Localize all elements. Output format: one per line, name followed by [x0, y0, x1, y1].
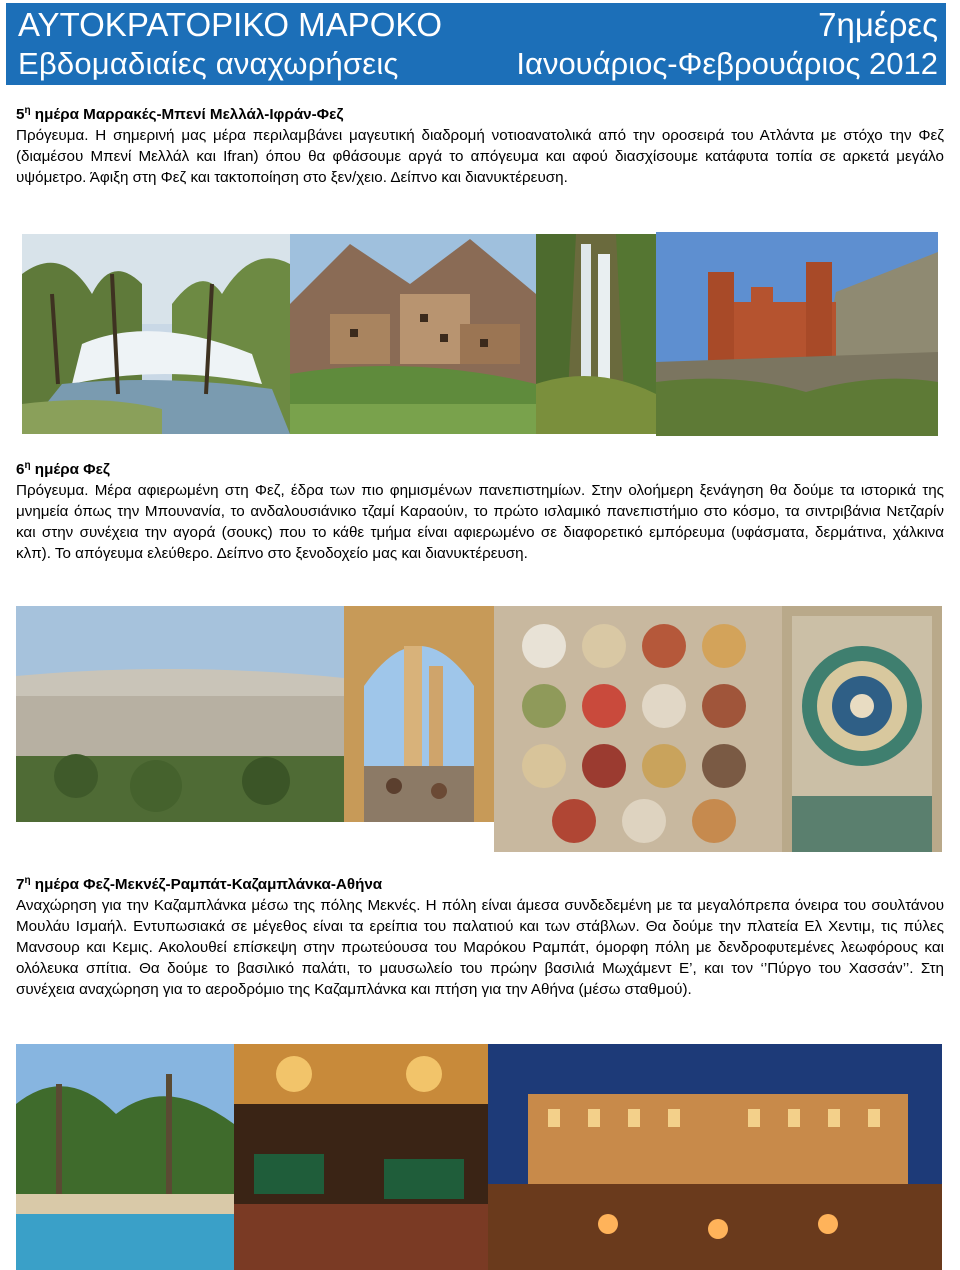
period-label: Ιανουάριος-Φεβρουάριος 2012 [516, 46, 938, 81]
day-7-section [16, 874, 944, 1000]
photo-hotel-pool-palms [16, 1044, 234, 1270]
photo-mosaic-fountain [782, 606, 942, 852]
photo-casino-interior [234, 1044, 488, 1270]
page-title: ΑΥΤΟΚΡΑΤΟΡΙΚΟ ΜΑΡΟΚΟ [18, 6, 443, 43]
day-6-section [16, 459, 944, 564]
day-7-body: Αναχώρηση για την Καζαμπλάνκα μέσω της πόλης Μεκνές. Η πόλη είναι άμεσα συνδεδεμένη με τα μεγαλόπρεπα όνειρα του σουλτάνου Μουλάυ Ισμαήλ. Εντυπωσιακά σε μέγεθος είναι τα ερείπια του παλατιού και των στάβλων. Θα δούμε την πλατεία Ελ Χεντιμ, τις πύλες Μανσουρ και Κεμις. Ακολουθεί επίσκεψη στην πρωτεύουσα του Μαρόκου Ραμπάτ, όμορφη πόλη με δενδροφυτεμένες λεωφόρους και ολόλευκα σπίτια. Θα δούμε το βασιλικό παλάτι, το μαυσωλείο του πρώην βασιλιά Μωχάμεντ Ε’, και τον ‘’Πύργο του Χασσάν’’. Στη συνέχεια αναχώρηση για το αεροδρόμιο της Καζαμπλάνκα και πτήση για την Αθήνα (μέσω σταθμού). [16, 897, 944, 998]
photo-tannery [494, 606, 782, 852]
header-banner [6, 3, 946, 85]
day-5-body: Πρόγευμα. Η σημερινή μας μέρα περιλαμβάνει μαγευτική διαδρομή νοτιοανατολικά από την οροσειρά του Ατλάντα με στόχο την Φεζ (διαμέσου Μπενί Μελλάλ και Ifran) όπου θα φθάσουμε αργά το απόγευμα και αφού διασχίσουμε κατάφυτα τοπία σε αρκετά μεγάλο υψόμετρο. Άφιξη στη Φεζ και τακτοποίηση στο ξεν/χειο. Δείπνο και διανυκτέρευση. [16, 127, 944, 186]
photo-kasbah-village [290, 234, 536, 434]
photo-waterfall-river [22, 234, 290, 434]
photo-hotel-night [488, 1044, 942, 1270]
duration-label: 7ημέρες [818, 6, 938, 43]
photo-fez-panorama [16, 606, 344, 822]
day-6-title: $6^\eta$ ημέρα Φεζ [16, 460, 110, 478]
day-5-title: $5^\eta$ ημέρα Μαρρακές-Μπενί Μελλάλ-Ιφράν-Φεζ [16, 105, 344, 123]
photo-red-fortress [656, 232, 938, 436]
departures-subtitle: Εβδομαδιαίες αναχωρήσεις [18, 46, 399, 81]
day-7-title: $7^\eta$ ημέρα Φεζ-Μεκνέζ-Ραμπάτ-Καζαμπλάνκα-Αθήνα [16, 875, 383, 893]
day-5-section [16, 104, 944, 188]
photo-fez-gate-street [344, 606, 494, 822]
photo-waterfall-cliffs [536, 234, 656, 434]
day-6-body: Πρόγευμα. Μέρα αφιερωμένη στη Φεζ, έδρα των πιο φημισμένων πανεπιστημίων. Στην ολοήμερη ξενάγηση θα δούμε τα ιστορικά της μνημεία όπως την Μπουνανία, το ανδαλουσιάνικο τζαμί Καραούιν, το πρώτο ισλαμικό πανεπιστήμιο στο κόσμο, τα σιντριβάνια Νετζαρίν και στην συνέχεια την αγορά (σουκς) που το κάθε τμήμα είναι αφιερωμένο σε διαφορετικό εμπόρευμα (υφάσματα, δερμάτινα, χάλκινα κλπ). Το απόγευμα ελεύθερο. Δείπνο στο ξενοδοχείο μας και διανυκτέρευση. [16, 482, 944, 562]
